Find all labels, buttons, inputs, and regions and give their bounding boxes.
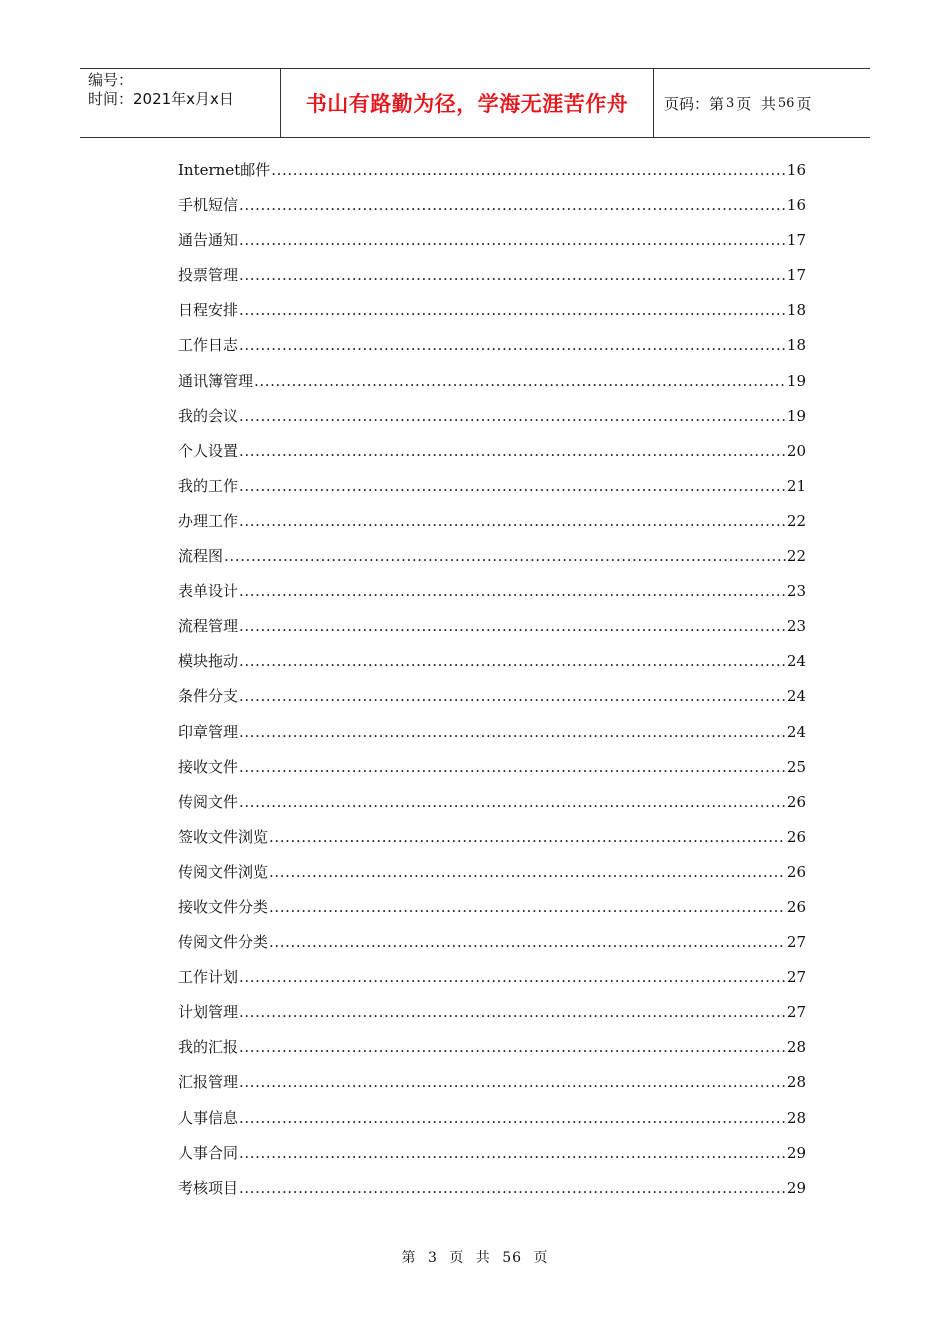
footer-suffix: 页: [533, 1250, 549, 1266]
toc-item[interactable]: [178, 440, 806, 475]
page-suffix: 页: [796, 94, 812, 113]
toc-item[interactable]: [178, 966, 806, 1001]
toc-leader-dots: [239, 758, 786, 776]
toc-item-page: 27: [786, 1003, 806, 1022]
toc-item-title: 我的汇报: [178, 1038, 239, 1057]
toc-item-title: 办理工作: [178, 511, 239, 530]
toc-item-page: 22: [786, 547, 806, 566]
toc-item-page: 24: [786, 652, 806, 671]
toc-item[interactable]: [178, 1071, 806, 1106]
toc-leader-dots: [239, 1003, 786, 1021]
toc-leader-dots: [239, 336, 786, 354]
toc-item-title: 签收文件浏览: [178, 827, 269, 846]
toc-item-page: 28: [786, 1073, 806, 1092]
toc-item-page: 20: [786, 441, 806, 460]
toc-item[interactable]: [178, 299, 806, 334]
toc-leader-dots: [239, 617, 786, 635]
toc-item-title: 考核项目: [178, 1178, 239, 1197]
toc-item-title: 投票管理: [178, 266, 239, 285]
toc-leader-dots: [224, 547, 786, 565]
toc-item[interactable]: [178, 685, 806, 720]
toc-item[interactable]: [178, 159, 806, 194]
toc-leader-dots: [269, 898, 786, 916]
header-page-info: [654, 69, 870, 137]
toc-item[interactable]: [178, 721, 806, 756]
page-header: [80, 68, 870, 138]
toc-item-page: 26: [786, 792, 806, 811]
toc-leader-dots: [239, 477, 786, 495]
toc-leader-dots: [239, 582, 786, 600]
toc-item[interactable]: [178, 615, 806, 650]
toc-item[interactable]: [178, 405, 806, 440]
toc-item-page: 27: [786, 968, 806, 987]
toc-item[interactable]: [178, 370, 806, 405]
toc-item[interactable]: [178, 510, 806, 545]
toc-item-page: 23: [786, 617, 806, 636]
toc-leader-dots: [239, 301, 786, 319]
toc-item[interactable]: [178, 475, 806, 510]
toc-leader-dots: [239, 512, 786, 530]
toc-item-title: 日程安排: [178, 301, 239, 320]
toc-item-title: 流程图: [178, 547, 224, 566]
toc-leader-dots: [239, 231, 786, 249]
page-total: 56: [777, 95, 795, 111]
toc-item-page: 18: [786, 336, 806, 355]
toc-item-title: Internet邮件: [178, 161, 271, 179]
toc-leader-dots: [269, 828, 786, 846]
toc-leader-dots: [269, 863, 786, 881]
toc-item[interactable]: [178, 229, 806, 264]
toc-item-page: 17: [786, 231, 806, 250]
toc-item-title: 印章管理: [178, 722, 239, 741]
toc-item-page: 19: [786, 371, 806, 390]
toc-item-page: 22: [786, 511, 806, 530]
toc-item-title: 我的会议: [178, 406, 239, 425]
toc-item-page: 17: [786, 266, 806, 285]
toc-leader-dots: [239, 652, 786, 670]
toc-item[interactable]: [178, 1177, 806, 1212]
table-of-contents: [178, 159, 806, 1212]
toc-item-page: 26: [786, 862, 806, 881]
toc-item-title: 通讯簿管理: [178, 371, 254, 390]
footer-prefix: 第: [401, 1250, 417, 1266]
toc-leader-dots: [239, 196, 786, 214]
toc-item-page: 28: [786, 1108, 806, 1127]
header-motto-cell: [281, 69, 654, 137]
toc-leader-dots: [239, 407, 786, 425]
footer-mid1: 页: [449, 1250, 465, 1266]
toc-item[interactable]: [178, 334, 806, 369]
toc-item[interactable]: [178, 756, 806, 791]
toc-item-page: 26: [786, 897, 806, 916]
toc-item-title: 流程管理: [178, 617, 239, 636]
footer-total: 56: [502, 1250, 523, 1266]
toc-item[interactable]: [178, 1107, 806, 1142]
toc-item[interactable]: [178, 264, 806, 299]
toc-item-title: 工作计划: [178, 968, 239, 987]
toc-item-title: 手机短信: [178, 196, 239, 215]
toc-item-page: 29: [786, 1178, 806, 1197]
toc-item-page: 25: [786, 757, 806, 776]
toc-item-page: 27: [786, 933, 806, 952]
toc-item-title: 接收文件: [178, 757, 239, 776]
toc-item[interactable]: [178, 1001, 806, 1036]
toc-item-page: 23: [786, 582, 806, 601]
toc-item[interactable]: [178, 580, 806, 615]
toc-leader-dots: [239, 1073, 786, 1091]
toc-item-title: 通告通知: [178, 231, 239, 250]
toc-leader-dots: [239, 1179, 786, 1197]
motto: 书山有路勤为径，学海无涯苦作舟: [305, 92, 629, 116]
toc-item[interactable]: [178, 826, 806, 861]
toc-leader-dots: [254, 372, 786, 390]
toc-item-title: 条件分支: [178, 687, 239, 706]
toc-item-title: 工作日志: [178, 336, 239, 355]
toc-item-title: 传阅文件: [178, 792, 239, 811]
toc-item-title: 我的工作: [178, 476, 239, 495]
toc-leader-dots: [239, 723, 786, 741]
toc-item-title: 人事信息: [178, 1108, 239, 1127]
toc-leader-dots: [269, 933, 786, 951]
footer-mid2: 共: [475, 1250, 491, 1266]
toc-item-page: 16: [786, 196, 806, 215]
toc-item-title: 传阅文件浏览: [178, 862, 269, 881]
toc-item[interactable]: [178, 1142, 806, 1177]
header-meta: [80, 69, 281, 137]
code-label: 编号：: [88, 71, 134, 89]
toc-item-title: 汇报管理: [178, 1073, 239, 1092]
toc-item-page: 29: [786, 1143, 806, 1162]
toc-item[interactable]: [178, 791, 806, 826]
toc-leader-dots: [239, 687, 786, 705]
toc-item-page: 28: [786, 1038, 806, 1057]
toc-item[interactable]: [178, 545, 806, 580]
toc-leader-dots: [271, 161, 786, 179]
toc-leader-dots: [239, 1144, 786, 1162]
toc-item-title: 模块拖动: [178, 652, 239, 671]
toc-item[interactable]: [178, 650, 806, 685]
toc-item[interactable]: [178, 1036, 806, 1071]
toc-item-page: 24: [786, 722, 806, 741]
page-footer: [0, 1247, 950, 1267]
toc-leader-dots: [239, 1038, 786, 1056]
toc-item-title: 接收文件分类: [178, 897, 269, 916]
page-prefix: 页码：第: [664, 94, 725, 113]
toc-item[interactable]: [178, 931, 806, 966]
time-label: 时间：2021年x月x日: [88, 90, 234, 108]
toc-leader-dots: [239, 793, 786, 811]
page-current: 3: [726, 95, 735, 111]
toc-leader-dots: [239, 1109, 786, 1127]
toc-item-title: 表单设计: [178, 582, 239, 601]
toc-item-title: 计划管理: [178, 1003, 239, 1022]
toc-item-page: 16: [786, 161, 806, 179]
toc-item-page: 18: [786, 301, 806, 320]
toc-item-title: 个人设置: [178, 441, 239, 460]
toc-item-page: 19: [786, 406, 806, 425]
toc-item-title: 人事合同: [178, 1143, 239, 1162]
page-mid: 页 共: [736, 94, 776, 113]
toc-item-page: 24: [786, 687, 806, 706]
toc-item[interactable]: [178, 896, 806, 931]
toc-item-page: 21: [786, 476, 806, 495]
toc-item-title: 传阅文件分类: [178, 933, 269, 952]
toc-item[interactable]: [178, 861, 806, 896]
toc-item[interactable]: [178, 194, 806, 229]
toc-leader-dots: [239, 266, 786, 284]
toc-leader-dots: [239, 442, 786, 460]
footer-current: 3: [427, 1250, 438, 1266]
toc-item-page: 26: [786, 827, 806, 846]
toc-leader-dots: [239, 968, 786, 986]
